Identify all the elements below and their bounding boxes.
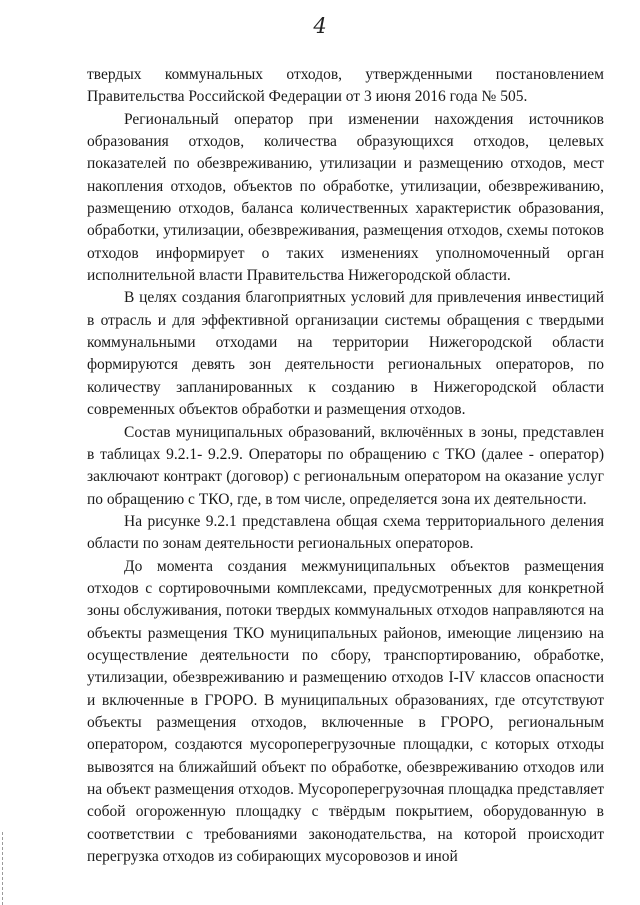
paragraph-continuation: твердых коммунальных отходов, утвержденными постановлением Правительства Российской Федерации от 3 июня 2016 года № 505. (87, 66, 604, 106)
paragraph-operator-zones: В целях создания благоприятных условий для привлечения инвестиций в отрасль и для эффективной организации системы обращения с твердыми коммунальными отходами на территории Нижегородской области формируются девять зон деятельности региональных операторов, по количеству запланированных к созданию в Нижегородской области современных объектов обработки и размещения отходов. (87, 289, 604, 419)
page-number: 4 (313, 14, 327, 38)
paragraph-municipal-composition: Состав муниципальных образований, включённых в зоны, представлен в таблицах 9.2.1- 9.2.9. Операторы по обращению с ТКО (далее - оператор) заключают контракт (договор) с региональным оператором на оказание услуг по обращению с ТКО, где, в том числе, определяется зона их деятельности. (87, 423, 604, 508)
scan-edge-line (2, 832, 3, 905)
paragraph-figure-reference: На рисунке 9.2.1 представлена общая схема территориального деления области по зонам деятельности региональных операторов. (87, 512, 604, 553)
document-body (87, 64, 604, 868)
paragraph-waste-flows: До момента создания межмуниципальных объектов размещения отходов с сортировочными комплексами, предусмотренных для конкретной зоны обслуживания, потоки твердых коммунальных отходов направляются на объекты размещения ТКО муниципальных районов, имеющие лицензию на осуществление деятельности по сбору, транспортированию, обработке, утилизации, обезвреживанию и размещению отходов I-IV классов опасности и включенные в ГРОРО. В муниципальных образованиях, где отсутствуют объекты размещения отходов, включенные в ГРОРО, региональным оператором, создаются мусороперегрузочные площадки, с которых отходы вывозятся на ближайший объект по обработке, обезвреживанию отходов или на объект размещения отходов. Мусороперегрузочная площадка представляет собой огороженную площадку с твёрдым покрытием, оборудованную в соответствии с требованиями законодательства, на которой происходит перегрузка отходов из собирающих мусоровозов и иной (87, 557, 604, 866)
paragraph-regional-operator-changes: Региональный оператор при изменении нахождения источников образования отходов, количества образующихся отходов, целевых показателей по обезвреживанию, утилизации и размещению отходов, мест накопления отходов, объектов по обработке, утилизации, обезвреживанию, размещению отходов, баланса количественных характеристик образования, обработки, утилизации, обезвреживания, размещения отходов, схемы потоков отходов информирует о таких изменениях уполномоченный орган исполнительной власти Правительства Нижегородской области. (87, 110, 604, 285)
